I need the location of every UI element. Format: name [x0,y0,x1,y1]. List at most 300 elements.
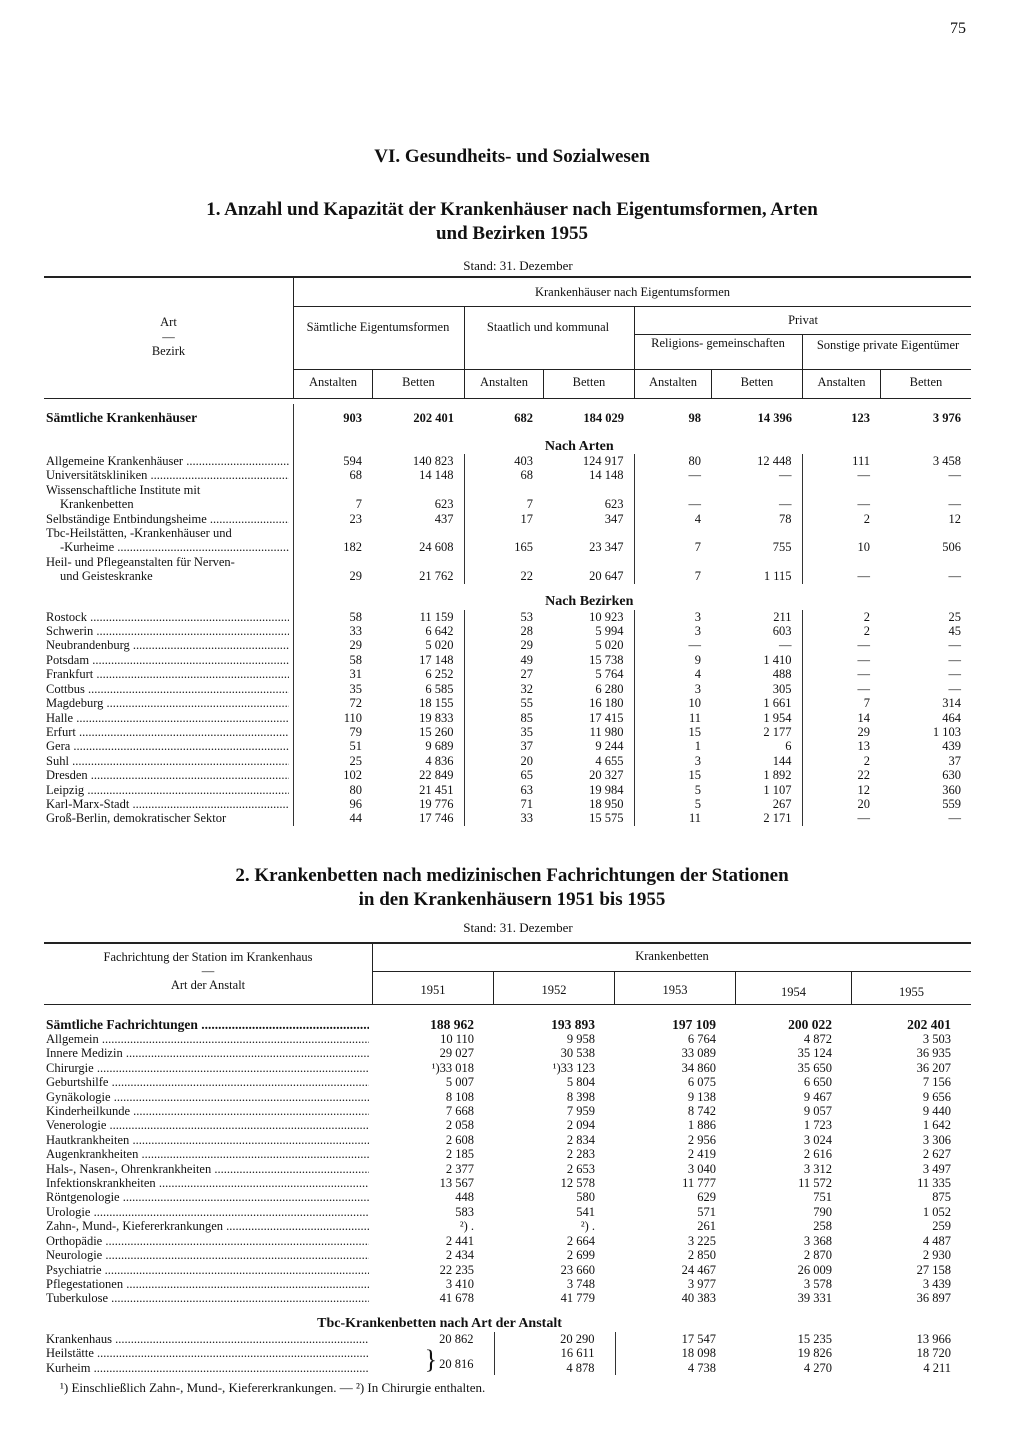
table-cell: 182 [343,540,362,555]
table-cell: 10 [857,540,870,555]
table-cell: 17 415 [543,711,634,725]
table-cell: 594 [343,454,362,468]
table-cell: 2 627 [922,1147,951,1162]
table-cell: 17 [520,511,533,526]
table-cell [372,526,464,540]
table-cell: 629 [697,1190,716,1205]
table-row: Sämtliche Krankenhäuser 903 202 401 682 184 029 98 14 396 123 3 976 [44,404,971,432]
table-row [44,1032,971,1046]
table-row [44,483,971,497]
table-cell: 45 [948,624,961,639]
table-cell: 2 419 [687,1147,716,1162]
table-cell: 40 383 [681,1291,716,1306]
table-cell: 55 [520,696,533,711]
row-label: Allgemeine Krankenhäuser ..... [46,454,289,468]
table-cell: 41 779 [560,1291,595,1306]
table-cell: 29 [349,638,362,653]
table-cell: — [688,468,701,483]
table-cell: 1 410 [711,653,802,667]
table-cell: 3 503 [922,1032,951,1046]
table1-title-line1: 1. Anzahl und Kapazität der Krankenhäuser nach Eigentumsformen, Arten [206,199,818,220]
table-cell: 5 020 [543,638,634,652]
row-label: Neubrandenburg ..... [46,638,289,652]
row-label: Geburtshilfe ..... [46,1075,369,1089]
table-cell: 49 [520,652,533,667]
table-row [44,1061,971,1075]
table-cell: 68 [349,468,362,483]
table-cell: 58 [349,652,362,667]
table-cell: 11 777 [682,1176,716,1191]
table-cell: 25 [349,753,362,768]
table-row [44,653,971,667]
table-cell [293,483,372,497]
footnote: ¹) Einschließlich Zahn-, Mund-, Kiefererkrankungen. — ²) In Chirurgie enthalten. [60,1380,486,1395]
table-cell [711,555,802,569]
table-row [44,1147,971,1161]
table1-top-header: Krankenhäuser nach Eigentumsformen [534,285,731,299]
table-cell: 3 312 [803,1161,832,1176]
row-label: Urologie ..... [46,1205,369,1219]
table-cell: 110 [343,710,362,725]
table-cell: 5 [694,782,701,797]
table-cell: 448 [455,1190,474,1205]
table-cell: 2 058 [445,1118,474,1133]
table-row [44,512,971,526]
table-cell: 623 [543,497,634,511]
table-row [44,1090,971,1104]
table-cell: 165 [514,540,533,555]
table-cell: 2 653 [566,1161,595,1176]
table-cell: 7 [355,497,362,512]
table-cell: 2 834 [566,1132,595,1147]
table-cell: 8 108 [445,1089,474,1104]
table2-year-1952: 1952 [541,983,567,997]
table-cell: 4 487 [922,1233,951,1248]
table-cell: 7 [694,569,701,584]
table-cell: 19 984 [543,783,634,797]
row-label: Sämtliche Krankenhäuser [44,404,293,432]
table-cell: 20 [520,753,533,768]
table-cell: 36 897 [916,1291,951,1306]
table1-col-betten-1: Betten [402,375,435,389]
row-label: Gera ..... [46,739,289,753]
table-row [44,1248,971,1262]
table-cell: 35 [349,681,362,696]
table-cell: 3 748 [566,1276,595,1291]
brace-icon: } [424,1346,438,1374]
row-label: Krankenbetten [60,497,134,512]
row-label: Erfurt ..... [46,725,289,739]
table-cell: 2 434 [445,1248,474,1263]
table1-header-bottom-rule [44,398,971,399]
table-cell: 22 [520,569,533,584]
row-label: Karl-Marx-Stadt ..... [46,797,289,811]
table-cell: 3 410 [445,1276,474,1291]
table-cell: 7 959 [566,1104,595,1119]
row-label: Dresden ..... [46,768,289,782]
table-cell: — [948,468,961,483]
table-cell: 2 [863,753,870,768]
table-cell: 2 377 [445,1161,474,1176]
table-cell: 3 306 [922,1132,951,1147]
row-label: Heilstätte ..... [46,1346,369,1360]
table-cell: 18 155 [372,696,464,710]
row-label: Universitätskliniken ..... [46,468,289,482]
table-row [44,1332,971,1346]
table-cell: 1 954 [711,711,802,725]
table1-col-anstalten-3: Anstalten [649,375,697,389]
table-cell: 34 860 [681,1060,716,1075]
row-label: Psychiatrie ..... [46,1263,369,1277]
table1-group-state: Staatlich und kommunal [486,320,610,334]
table-cell: 2 [863,624,870,639]
table1-col-betten-2: Betten [572,375,606,389]
table1-col-anstalten-4: Anstalten [817,375,866,389]
table-row [44,610,971,624]
table2-top-rule [44,942,971,944]
table-cell: 559 [942,796,961,811]
table-row: Sämtliche Fachrichtungen ..... 188 962 193 893 197 109 200 022 202 401 [44,1016,971,1032]
table-cell: 5 007 [445,1075,474,1090]
table1-col-anstalten-1: Anstalten [309,375,357,389]
table-cell: 12 [857,782,870,797]
table-cell: 11 335 [917,1176,951,1191]
table1-body [44,404,971,826]
table-cell: 6 075 [687,1075,716,1090]
table-cell: ²) . [580,1219,595,1234]
table-cell: 623 [372,497,464,511]
row-label: Neurologie ..... [46,1248,369,1262]
table-cell: 7 [694,540,701,555]
table-cell: 7 668 [445,1104,474,1119]
table2-body [44,1016,971,1375]
table-cell: 464 [942,710,961,725]
table-cell: 11 980 [543,725,634,739]
table-cell [372,483,464,497]
table-cell [543,483,634,497]
table-cell: 9 [694,652,701,667]
table-cell [802,526,880,540]
table-cell: 6 280 [543,682,634,696]
row-label: Orthopädie ..... [46,1234,369,1248]
table-cell: 72 [349,696,362,711]
row-label: Heil- und Pflegeanstalten für Nerven- [46,554,235,569]
table-cell: 437 [372,512,464,526]
table-cell [634,483,711,497]
table-cell: 20 862 [373,1332,494,1346]
table-cell: 16 611 [494,1346,615,1360]
section-title: VI. Gesundheits- und Sozialwesen [374,146,650,167]
table-cell: 580 [576,1190,595,1205]
table-cell [372,555,464,569]
table-cell: 19 826 [797,1346,832,1361]
table-cell: 1 [694,739,701,754]
table-cell: 3 497 [922,1161,951,1176]
table-row [44,468,971,482]
table-cell: 2 171 [711,811,802,825]
table-cell: 3 [694,681,701,696]
table-cell: 5 994 [543,624,634,638]
table-row [44,497,971,511]
table-cell: 41 678 [439,1291,474,1306]
table-cell: 4 [694,511,701,526]
table-cell: 2 283 [566,1147,595,1162]
table-cell: 63 [520,782,533,797]
row-label: Potsdam ..... [46,653,289,667]
table-cell [634,526,711,540]
table-cell [711,526,802,540]
table-cell: 65 [520,768,533,783]
table-cell: 20 327 [543,768,634,782]
table-row [44,739,971,753]
table-cell: 7 156 [922,1075,951,1090]
table-row [44,696,971,710]
table-cell: 2 094 [566,1118,595,1133]
table-row [44,1205,971,1219]
table-cell: 1 107 [711,783,802,797]
table-cell: 1 886 [687,1118,716,1133]
table-row [44,667,971,681]
row-label: Tuberkulose ..... [46,1291,369,1305]
table-cell: — [711,638,802,652]
row-label: Krankenhaus ..... [46,1332,369,1346]
table-cell: 11 [688,811,701,826]
table-cell: — [948,667,961,682]
table-row [44,1219,971,1233]
table-cell: — [948,652,961,667]
table-row [44,768,971,782]
table2-title-line2: in den Krankenhäusern 1951 bis 1955 [358,889,666,910]
table-cell: 439 [942,739,961,754]
table-cell: 3 [694,753,701,768]
table-cell: 10 [688,696,701,711]
table-cell [880,526,971,540]
table-cell: 140 823 [372,454,464,468]
table-cell: 3 024 [803,1132,832,1147]
table-cell: 14 148 [372,468,464,482]
table-row [44,754,971,768]
table-row [44,1234,971,1248]
table-cell: 15 [688,768,701,783]
table-cell: 3 578 [803,1276,832,1291]
table-cell: 23 347 [543,540,634,554]
table-cell [711,483,802,497]
table-cell: 102 [343,768,362,783]
table2-year-1951: 1951 [420,983,446,997]
table-cell: 9 958 [566,1032,595,1046]
table-cell [464,555,543,569]
table-cell: 80 [688,454,701,468]
table-cell [880,483,971,497]
table-cell: 267 [711,797,802,811]
table1-rule-3 [635,334,971,335]
table1-stub-dash: — [162,330,175,344]
table-cell: 22 849 [372,768,464,782]
row-label: Chirurgie ..... [46,1061,369,1075]
row-label: Leipzig ..... [46,783,289,797]
table-cell: 751 [813,1190,832,1205]
table-cell: — [857,638,870,653]
table-cell: 4 738 [687,1360,716,1375]
table-cell: 51 [349,739,362,754]
table-cell [880,555,971,569]
table-cell: 2 956 [687,1132,716,1147]
table-cell: 15 260 [372,725,464,739]
table-cell: 2 850 [687,1248,716,1263]
table-cell: 22 [857,768,870,783]
table-cell: — [711,468,802,482]
row-label: Pflegestationen ..... [46,1277,369,1291]
table-cell: 29 027 [439,1046,474,1061]
table-cell: 11 [688,710,701,725]
table1-title-line2: und Bezirken 1955 [435,223,589,244]
table-cell: 5 804 [566,1075,595,1090]
table2-rule-2 [373,971,971,972]
table-cell: 17 746 [372,811,464,825]
table-row [44,811,971,825]
row-label: Innere Medizin ..... [46,1046,369,1060]
table-cell: 8 398 [566,1089,595,1104]
row-label: Tbc-Heilstätten, -Krankenhäuser und [46,526,232,541]
table2-stub-dash: — [201,964,215,978]
table-cell: — [857,681,870,696]
table2-top-header: Krankenbetten [635,949,709,963]
table-cell: — [857,497,870,512]
table-cell: 6 764 [687,1032,716,1046]
table-cell: 14 148 [543,468,634,482]
table-row [44,682,971,696]
table-cell: 20 647 [543,569,634,583]
table-cell: 1 642 [922,1118,951,1133]
table-cell: 10 923 [543,610,634,624]
row-label: Augenkrankheiten ..... [46,1147,369,1161]
table-cell: 2 441 [445,1233,474,1248]
table1-stub-header-2: Bezirk [151,344,186,358]
table-cell: 124 917 [543,454,634,468]
table-cell: 21 762 [372,569,464,583]
table-cell: — [948,569,961,584]
table-cell: 2 177 [711,725,802,739]
table-cell: 4 872 [803,1032,832,1046]
table-cell: — [948,497,961,512]
table-row [44,725,971,739]
table-cell [543,526,634,540]
subheading-bezirke: Nach Bezirken [545,594,634,610]
table-cell: — [857,468,870,483]
table-cell: 27 158 [916,1262,951,1277]
table-cell: 35 124 [797,1046,832,1061]
table-cell: 35 [520,724,533,739]
row-label: Venerologie ..... [46,1118,369,1132]
table-cell: 6 252 [372,667,464,681]
table-cell: — [948,638,961,653]
table-cell: 27 [520,667,533,682]
table-row [44,569,971,583]
table-cell: 790 [813,1204,832,1219]
table2-header-bottom-rule [44,1004,971,1005]
table-cell: ¹)33 018 [431,1060,474,1075]
table-cell [293,555,372,569]
row-label: Cottbus ..... [46,682,289,696]
table-cell: 58 [349,609,362,624]
table-cell: 9 057 [803,1104,832,1119]
table2-stand: Stand: 31. Dezember [463,920,573,935]
table-cell: 4 878 [494,1361,615,1375]
table-cell: 2 930 [922,1248,951,1263]
table-cell: 9 440 [922,1104,951,1119]
table-cell: 79 [349,724,362,739]
table-cell: — [948,681,961,696]
table-cell: 85 [520,710,533,725]
table-cell: 12 448 [711,454,802,468]
table1-stand: Stand: 31. Dezember [463,258,573,273]
table-cell: 4 211 [923,1360,951,1375]
table-row [44,783,971,797]
table-cell: — [857,811,870,826]
table-row [44,1046,971,1060]
table-row [44,1346,971,1360]
table-cell: 16 180 [543,696,634,710]
table-cell: 15 235 [797,1331,832,1346]
table-cell: 23 660 [560,1262,595,1277]
table-cell: 6 642 [372,624,464,638]
table1-group-all: Sämtliche Eigentumsformen [306,320,450,334]
table-cell: — [857,569,870,584]
table-cell: 4 655 [543,754,634,768]
table-cell [464,483,543,497]
table-cell: 37 [948,753,961,768]
table-cell: 9 467 [803,1089,832,1104]
table-cell [802,555,880,569]
table-cell: 29 [349,569,362,584]
table-cell: 5 [694,796,701,811]
table-cell: 6 [711,739,802,753]
table-cell: 403 [514,454,533,468]
row-label: Wissenschaftliche Institute mit [46,482,201,497]
row-label: Kinderheilkunde ..... [46,1104,369,1118]
table-cell [543,555,634,569]
table-cell: 347 [543,512,634,526]
table-cell: 111 [852,454,870,468]
table-cell: 1 661 [711,696,802,710]
table-cell: 28 [520,624,533,639]
table-row [44,1075,971,1089]
table-row [44,1190,971,1204]
table-cell: 360 [942,782,961,797]
table1-col-betten-4: Betten [909,375,943,389]
table-cell: 11 159 [372,610,464,624]
table-cell: 1 052 [922,1204,951,1219]
table-cell: 2 185 [445,1147,474,1162]
table-cell: 12 578 [560,1176,595,1191]
table2-year-1953: 1953 [662,983,688,997]
table-cell: 14 [857,710,870,725]
table1-col-anstalten-2: Anstalten [480,375,528,389]
table-cell: — [948,811,961,826]
row-label: Gynäkologie ..... [46,1090,369,1104]
table1-rule-4 [294,369,971,370]
table-cell: 18 950 [543,797,634,811]
table-row [44,638,971,652]
table-cell: 3 [694,624,701,639]
table-cell: 18 720 [916,1346,951,1361]
table-row [44,624,971,638]
table-cell: — [688,638,701,653]
row-label: Groß-Berlin, demokratischer Sektor [46,811,227,826]
table-cell [293,526,372,540]
table-cell: 3 368 [803,1233,832,1248]
row-label: Kurheim ..... [46,1361,369,1375]
